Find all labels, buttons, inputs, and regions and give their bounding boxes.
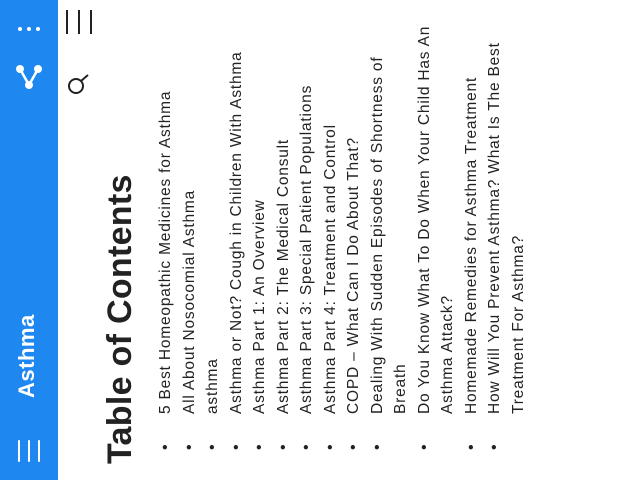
toc-item[interactable]: • Asthma Part 4: Treatment and Control <box>319 14 343 464</box>
toc-item[interactable]: • How Will You Prevent Asthma? What Is The Best Treatment For Asthma? <box>483 14 530 464</box>
secondary-toolbar <box>58 0 100 480</box>
main-content <box>100 14 530 464</box>
page-title: Table of Contents <box>101 174 139 464</box>
toc-item[interactable]: • Dealing With Sudden Episodes of Shortness of Breath <box>366 14 413 464</box>
toc-item[interactable]: • Asthma Part 3: Special Patient Populations <box>295 14 319 464</box>
toc-item[interactable]: • 5 Best Homeopathic Medicines for Asthma <box>154 14 178 464</box>
search-icon[interactable] <box>66 72 92 96</box>
app-title: Asthma <box>14 314 39 398</box>
app-bar <box>0 0 58 480</box>
toc-item[interactable]: • All About Nosocomial Asthma <box>178 14 202 464</box>
toc-item[interactable]: • Homemade Remedies for Asthma Treatment <box>460 14 484 464</box>
toc-item[interactable]: • COPD – What Can I Do About That? <box>342 14 366 464</box>
table-of-contents <box>154 14 530 464</box>
list-icon[interactable] <box>66 10 92 34</box>
toc-item[interactable]: • Asthma or Not? Cough in Children With Asthma <box>225 14 249 464</box>
toc-item[interactable]: • Asthma Part 2: The Medical Consult <box>272 14 296 464</box>
toc-item[interactable]: • asthma <box>201 14 225 464</box>
hamburger-icon[interactable] <box>18 440 40 462</box>
more-vertical-icon[interactable] <box>18 26 40 32</box>
toc-item[interactable]: • Do You Know What To Do When Your Child Has An Asthma Attack? <box>413 14 460 464</box>
toc-item[interactable]: • Asthma Part 1: An Overview <box>248 14 272 464</box>
share-icon[interactable] <box>14 62 44 92</box>
